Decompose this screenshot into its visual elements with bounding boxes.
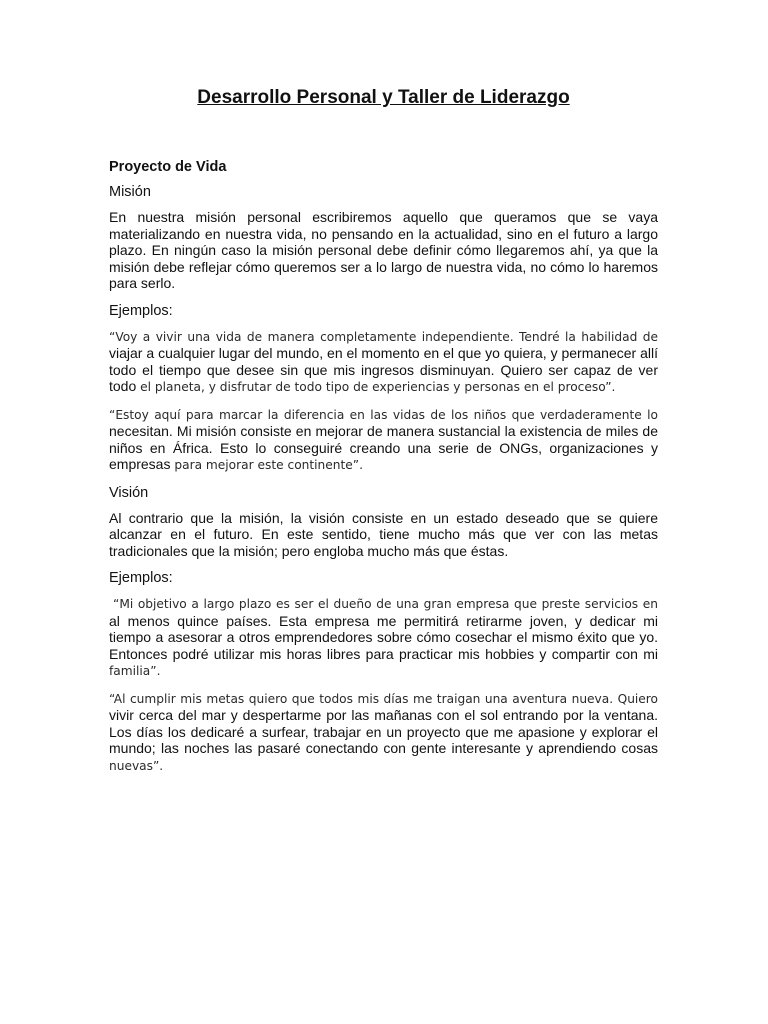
quote-text: para mejorar este continente”. [174,458,363,472]
vision-paragraph: Al contrario que la misión, la visión consiste en un estado deseado que se quiere alcanzar en el futuro. En este sentido, tiene mucho más que ver con las metas tradicionales que la misión; pero engloba mucho más que éstas. [109,509,658,559]
document-page [109,86,658,784]
quote-text: Quiero [613,691,659,706]
mision-heading: Misión [109,184,151,200]
mision-examples-label: Ejemplos: [109,302,173,319]
quote-text: viajar a cualquier lugar del mundo, en el momento en el que yo quiera, y permanecer allí todo el tiempo que desee sin que mis ingresos disminuyan. Quiero ser capaz de ver todo [109,345,658,394]
mision-paragraph: En nuestra misión personal escribiremos aquello que queramos que se vaya materializando en nuestra vida, no pensando en la actualidad, sino en el futuro a largo plazo. En ningún caso la misión personal debe definir cómo llegaremos ahí, ya que la misión debe reflejar cómo queremos ser a lo largo de nuestra vida, no cómo lo haremos para serlo. [109,209,658,291]
vision-examples-label: Ejemplos: [109,570,173,586]
document-title: Desarrollo Personal y Taller de Liderazgo [197,87,570,108]
quote-text: “Mi objetivo a largo plazo es ser el dueño de una gran empresa que preste servicios en [113,597,658,611]
quote-text: al menos quince países. Esta empresa me permitirá retirarme joven, y dedicar mi tiempo a asesorar a otros emprendedores sobre cómo cosechar el mismo éxito que yo. Entonces podré utilizar mis horas libres para practicar mis hobbies y compartir con mi [109,612,658,662]
mision-example-1 [109,328,658,396]
mision-example-2 [109,406,658,474]
vision-heading: Visión [109,484,149,501]
quote-text: “Voy a vivir una vida de manera completamente independiente. Tendré la habilidad de [109,329,658,344]
vision-example-1 [109,595,658,680]
quote-text: vivir cerca del mar y despertarme por las mañanas con el sol entrando por la ventana. Los días los dedicaré a surfear, trabajar en un proyecto que me apasione y explorar el mundo; las noches las pasaré conectando con gente interesante y aprendiendo cosas [109,707,658,756]
quote-text: el planeta, y disfrutar de todo tipo de experiencias y personas en el proceso”. [140,380,616,394]
section-title: Proyecto de Vida [109,159,227,175]
quote-text: necesitan. Mi misión consiste en mejorar de manera sustancial la existencia de miles de niños en África. Esto lo conseguiré creando una serie de ONGs, organizaciones y empresas [109,423,658,472]
quote-text: “Al cumplir mis metas quiero que todos mis días me traigan una aventura nueva. [109,691,614,706]
vision-example-2 [109,690,658,775]
quote-text: nuevas”. [109,758,164,773]
quote-text: familia”. [109,664,161,678]
quote-text: “Estoy aquí para marcar la diferencia en las vidas de los niños que verdaderamente lo [109,407,658,422]
